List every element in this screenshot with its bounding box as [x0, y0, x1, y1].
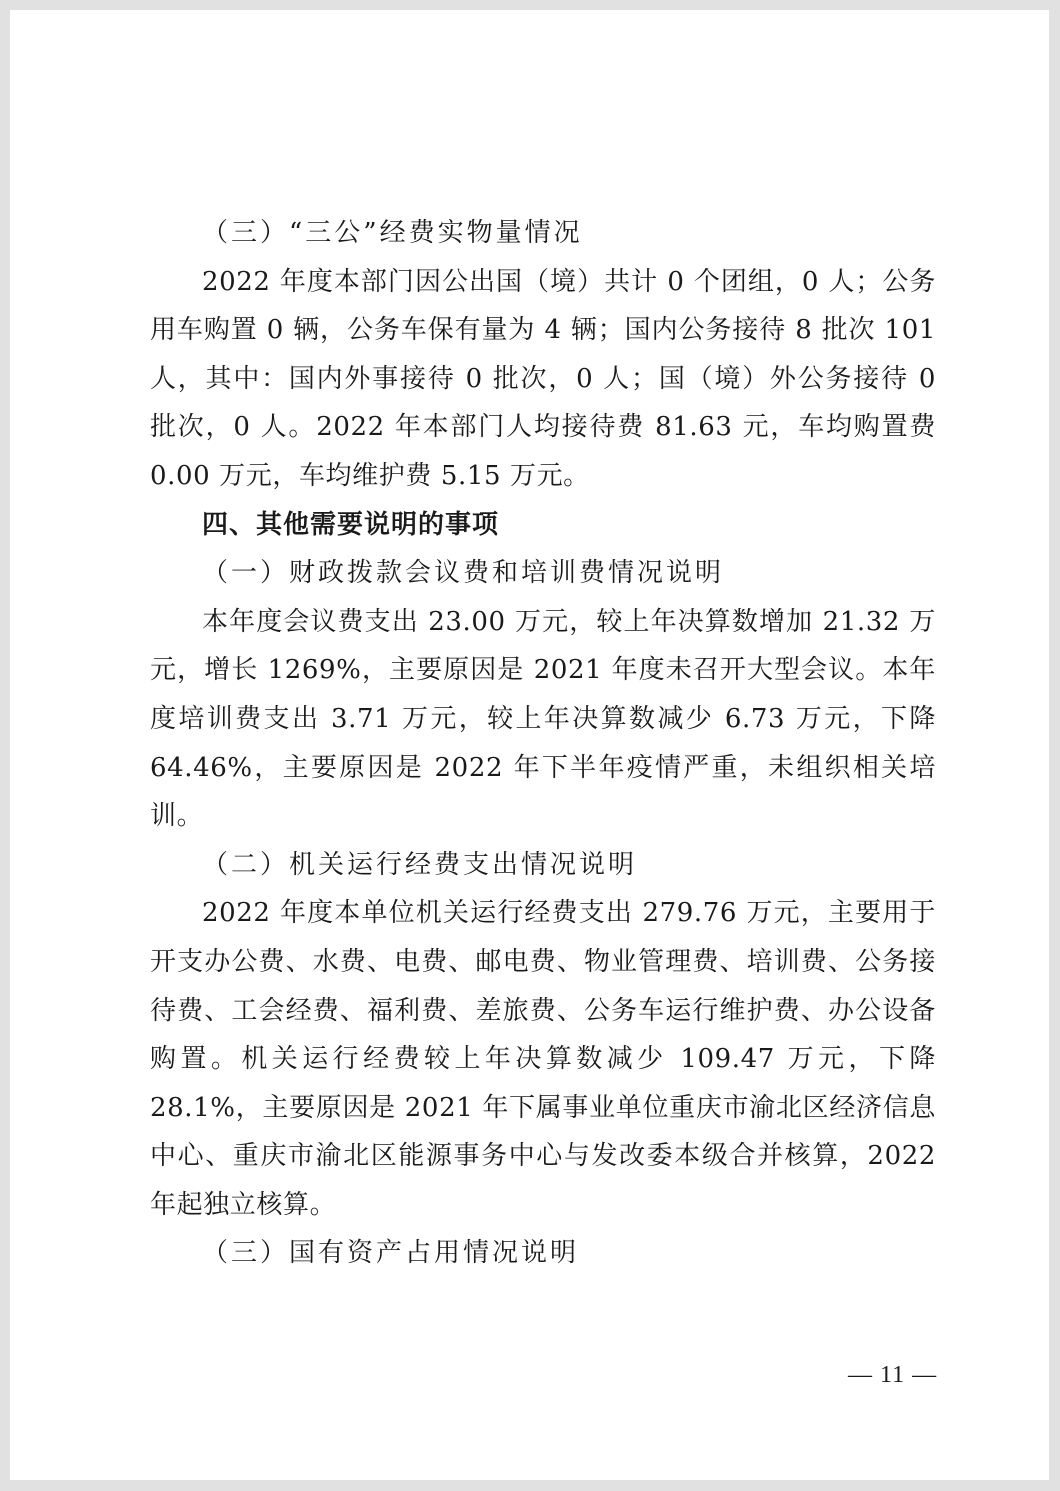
page-number: — 11 — — [848, 1362, 938, 1388]
document-body — [150, 209, 936, 1278]
paragraph-operating-expense: 2022 年度本单位机关运行经费支出 279.76 万元，主要用于开支办公费、水费、电费、邮电费、物业管理费、培训费、公务接待费、工会经费、福利费、差旅费、公务车运行维护费、办公设备购置。机关运行经费较上年决算数减少 109.47 万元，下降 28.1%，主要原因是 2021 年下属事业单位重庆市渝北区经济信息中心、重庆市渝北区能源事务中心与发改委本级合并核算，2022 年起独立核算。 — [150, 898, 936, 1220]
paragraph-official-expense-quantity: 2022 年度本部门因公出国（境）共计 0 个团组，0 人；公务用车购置 0 辆，公务车保有量为 4 辆；国内公务接待 8 批次 101 人，其中：国内外事接待 0 批次，0 人；国（境）外公务接待 0 批次，0 人。2022 年本部门人均接待费 81.63 元，车均购置费 0.00 万元，车均维护费 5.15 万元。 — [150, 266, 936, 491]
document-page — [10, 10, 1049, 1480]
section-subheading-state-assets: （三）国有资产占用情况说明 — [202, 1238, 580, 1269]
section-subheading-official-expense-quantity: （三）“三公”经费实物量情况 — [202, 218, 583, 248]
paragraph-meeting-training: 本年度会议费支出 23.00 万元，较上年决算数增加 21.32 万元，增长 1269%，主要原因是 2021 年度未召开大型会议。本年度培训费支出 3.71 万元，较上年决算数减少 6.73 万元，下降 64.46%，主要原因是 2022 年下半年疫情严重，未组织相关培训。 — [150, 606, 936, 832]
section-heading-other-matters: 四、其他需要说明的事项 — [202, 509, 500, 540]
section-subheading-meeting-training: （一）财政拨款会议费和培训费情况说明 — [202, 558, 725, 589]
section-subheading-operating-expense: （二）机关运行经费支出情况说明 — [202, 849, 638, 880]
